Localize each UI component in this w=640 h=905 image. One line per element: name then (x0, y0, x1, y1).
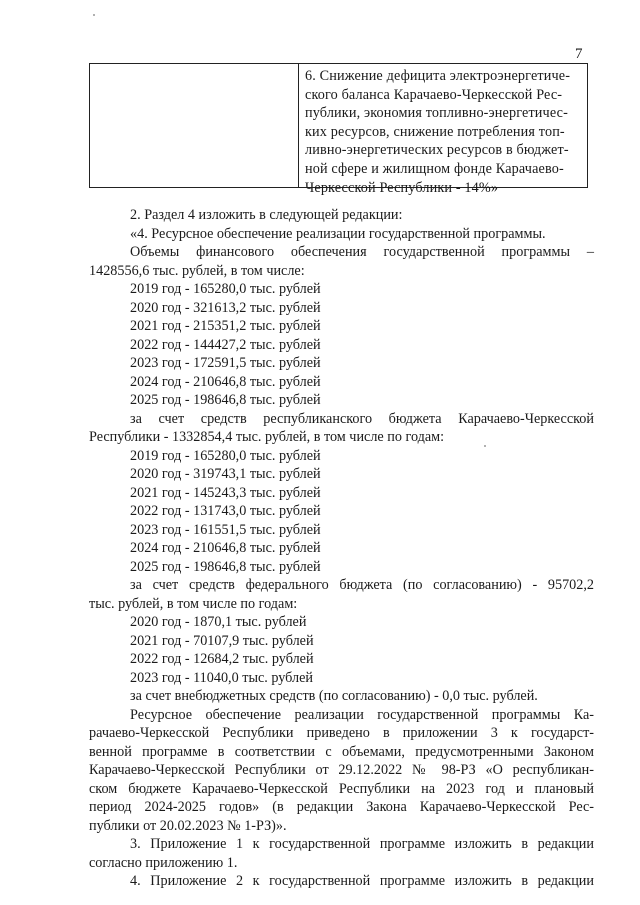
body-line: 2022 год - 131743,0 тыс. рублей (130, 503, 321, 519)
table-cell-line: публики, экономия топливно-энергетичес- (305, 105, 568, 122)
table-right-cell (305, 67, 581, 197)
body-line: период 2024-2025 годов» (в редакции Закона Карачаево-Черкесской Рес- (89, 799, 594, 815)
body-line: 2019 год - 165280,0 тыс. рублей (130, 281, 321, 297)
body-line: 2024 год - 210646,8 тыс. рублей (130, 540, 321, 556)
body-line: 2025 год - 198646,8 тыс. рублей (130, 392, 321, 408)
body-line: 3. Приложение 1 к государственной программе изложить в редакции (130, 836, 594, 852)
body-line: за счет внебюджетных средств (по согласованию) - 0,0 тыс. рублей. (130, 688, 538, 704)
scan-speck (484, 445, 486, 447)
table-column-divider (298, 64, 299, 187)
table-cell-line: Черкесской Республики - 14%» (305, 179, 499, 196)
body-line: 2023 год - 11040,0 тыс. рублей (130, 669, 314, 686)
body-line: за счет средств республиканского бюджета Карачаево-Черкесской (130, 410, 594, 427)
body-line: 2. Раздел 4 изложить в следующей редакции: (130, 207, 403, 223)
document-body (89, 206, 594, 891)
body-line: 2020 год - 321613,2 тыс. рублей (130, 299, 321, 316)
body-line: тыс. рублей, в том числе по годам: (89, 595, 298, 612)
body-line: 2021 год - 70107,9 тыс. рублей (130, 632, 314, 649)
body-line: Республики - 1332854,4 тыс. рублей, в том числе по годам: (89, 429, 445, 445)
body-line: 2023 год - 161551,5 тыс. рублей (130, 521, 321, 538)
body-line: публики от 20.02.2023 № 1-РЗ)». (89, 817, 287, 834)
body-line: 2022 год - 12684,2 тыс. рублей (130, 651, 314, 667)
body-line: Карачаево-Черкесской Республики от 29.12.2022 № 98-РЗ «О республикан- (89, 762, 594, 778)
body-line: 4. Приложение 2 к государственной программе изложить в редакции (130, 873, 594, 889)
table-cell-line: ной сфере и жилищном фонде Карачаево- (305, 160, 564, 177)
body-line: 2024 год - 210646,8 тыс. рублей (130, 373, 321, 390)
body-line: 2021 год - 215351,2 тыс. рублей (130, 318, 321, 334)
body-line: рачаево-Черкесской Республики приведено в приложении 3 к государст- (89, 725, 594, 741)
body-line: 2020 год - 1870,1 тыс. рублей (130, 614, 307, 630)
body-line: 2022 год - 144427,2 тыс. рублей (130, 336, 321, 353)
body-line: 1428556,6 тыс. рублей, в том числе: (89, 262, 305, 279)
body-line: 2019 год - 165280,0 тыс. рублей (130, 447, 321, 464)
body-line: венной программе в соответствии с объемами, предусмотренными Законом (89, 743, 594, 760)
body-line: Ресурсное обеспечение реализации государственной программы Ка- (130, 706, 594, 723)
table-cell-line: ливно-энергетических ресурсов в бюджет- (305, 142, 569, 159)
body-line: за счет средств федерального бюджета (по согласованию) - 95702,2 (130, 577, 594, 593)
table-cell-line: ких ресурсов, снижение потребления топ- (305, 123, 565, 140)
body-line: Объемы финансового обеспечения государственной программы – (130, 244, 594, 260)
body-line: 2023 год - 172591,5 тыс. рублей (130, 355, 321, 371)
body-line: «4. Ресурсное обеспечение реализации государственной программы. (130, 225, 546, 242)
body-line: ском бюджете Карачаево-Черкесской Республики на 2023 год и плановый (89, 780, 594, 797)
scan-speck (93, 14, 95, 16)
body-line: 2025 год - 198646,8 тыс. рублей (130, 558, 321, 575)
body-line: 2021 год - 145243,3 тыс. рублей (130, 484, 321, 501)
results-table (89, 63, 588, 196)
table-cell-line: 6. Снижение дефицита электроэнергетиче- (305, 68, 571, 84)
page-number: 7 (575, 46, 583, 62)
table-cell-line: ского баланса Карачаево-Черкесской Рес- (305, 86, 563, 103)
body-line: 2020 год - 319743,1 тыс. рублей (130, 466, 321, 482)
body-line: согласно приложению 1. (89, 854, 238, 871)
